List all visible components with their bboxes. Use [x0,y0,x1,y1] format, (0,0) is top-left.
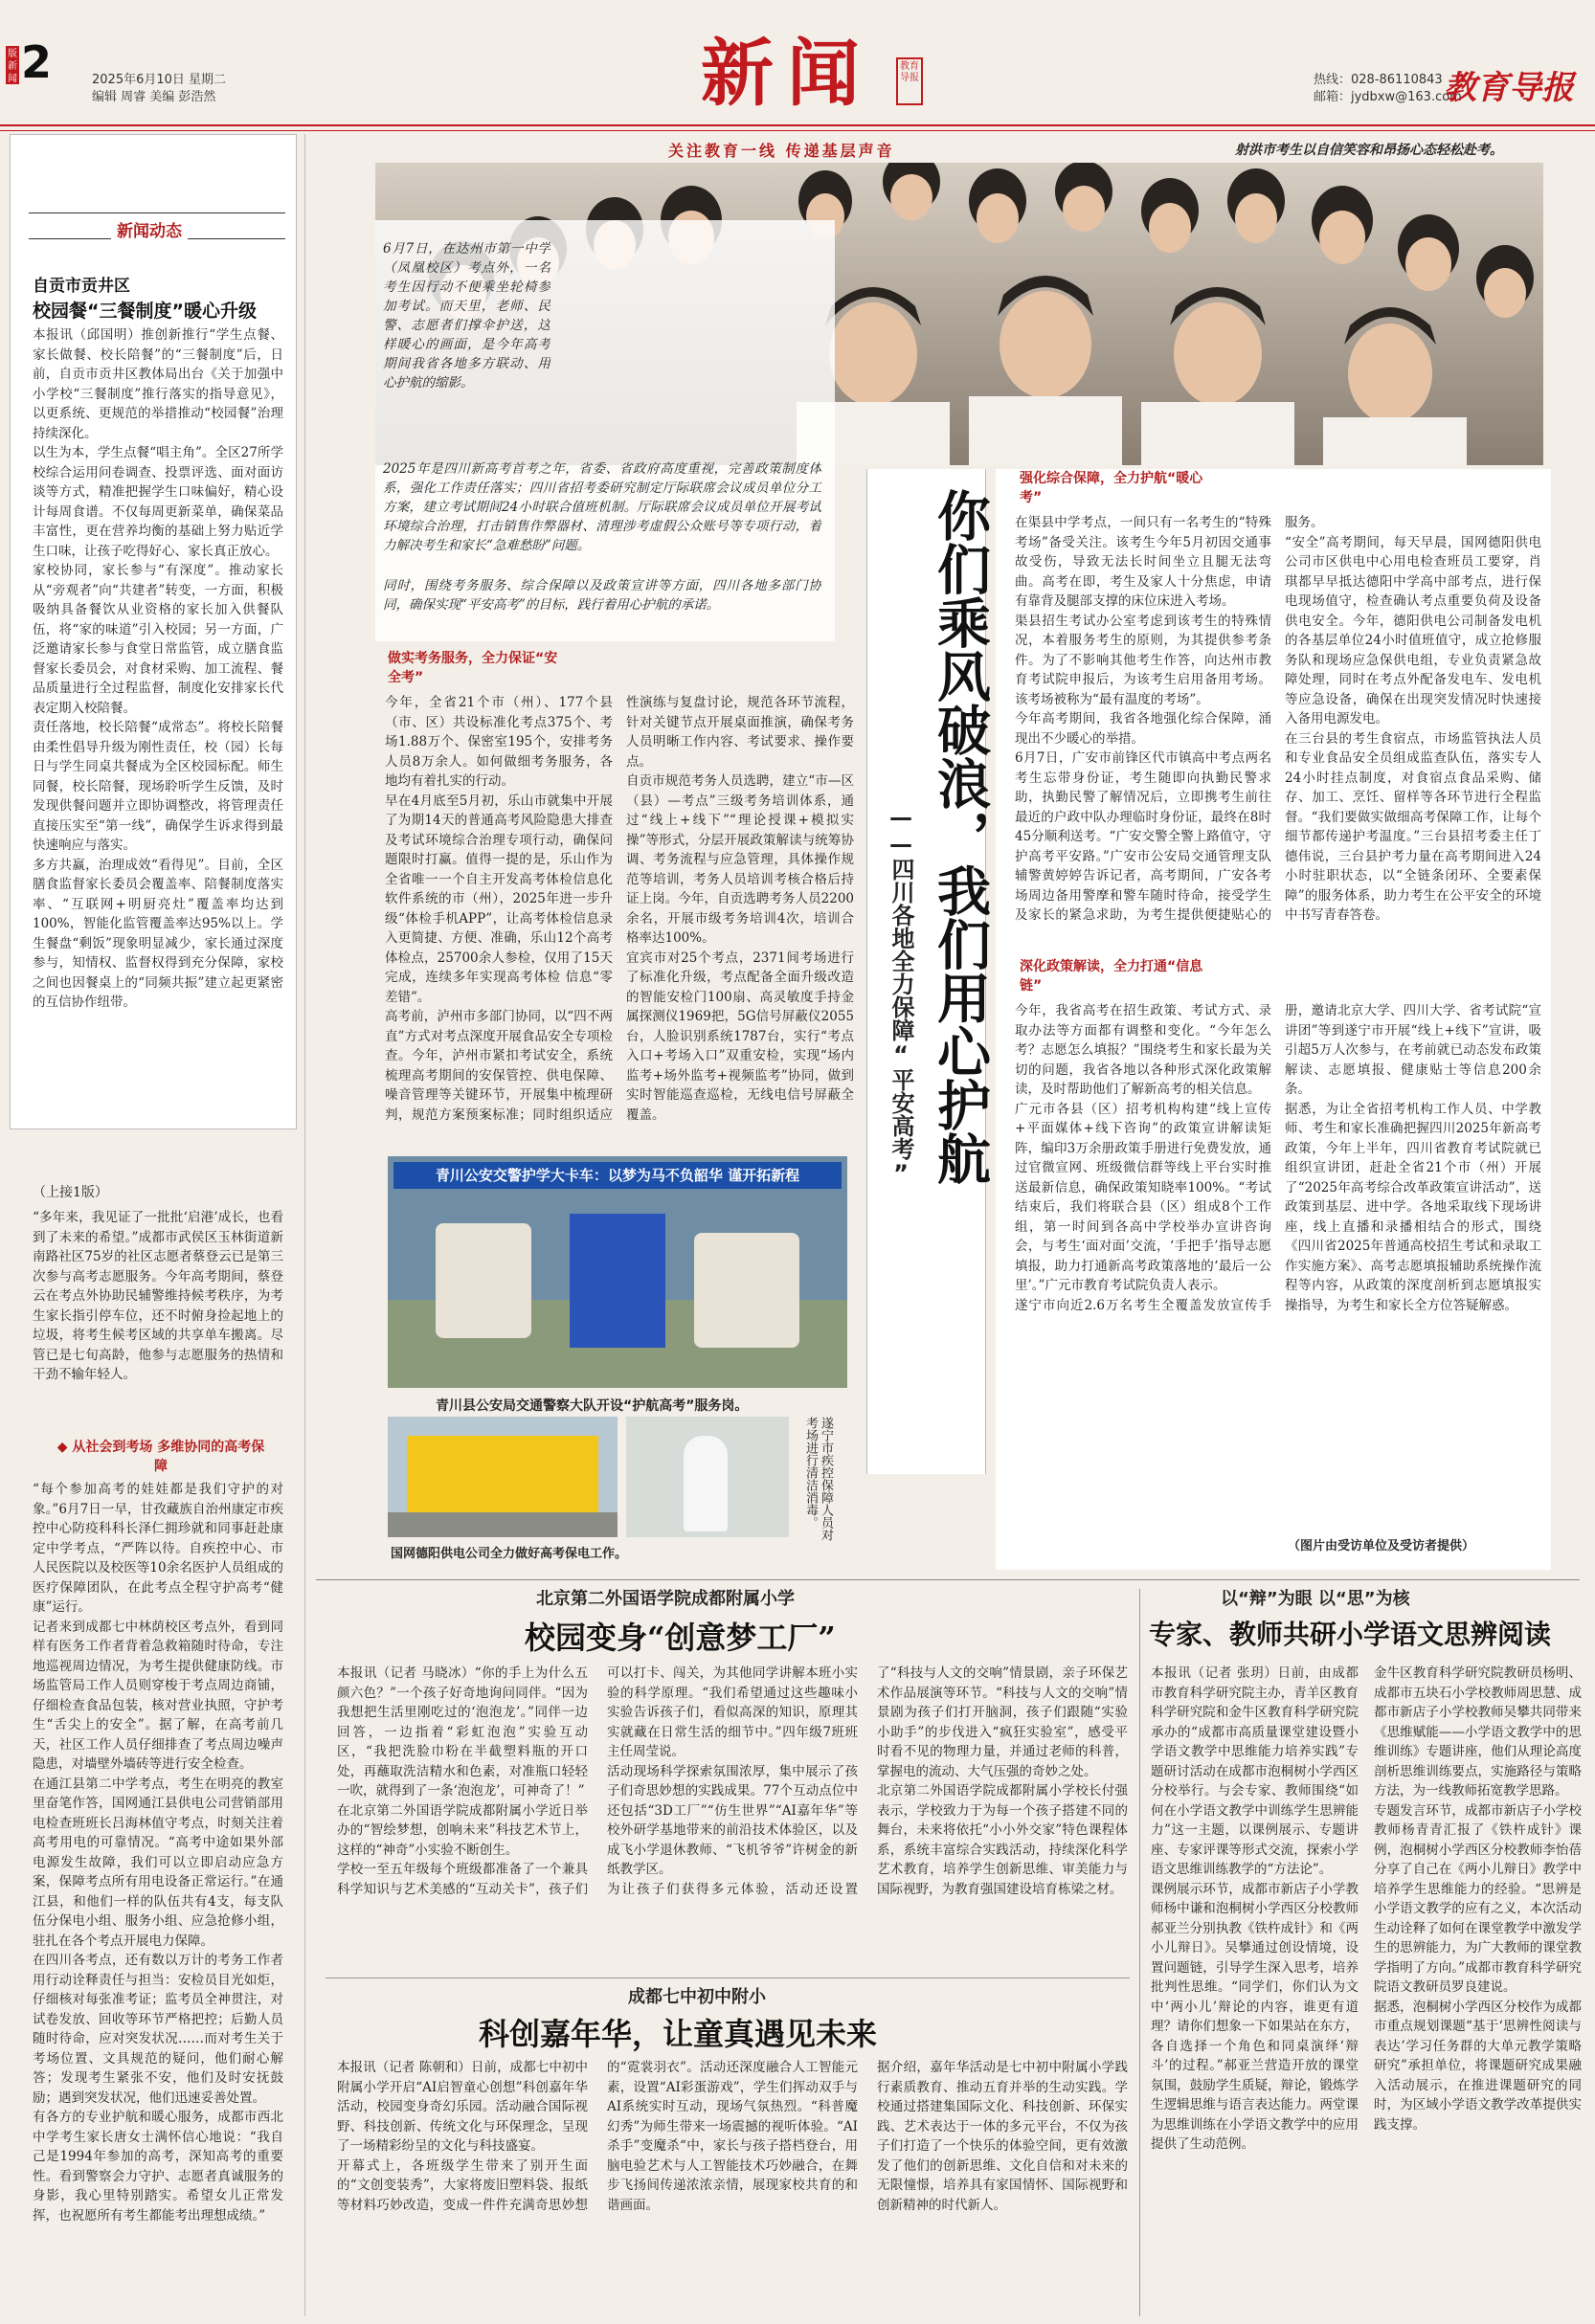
section-title: 新闻 [701,31,873,116]
article4-title: 专家、教师共研小学语文思辨阅读 [1149,1619,1552,1650]
police-photo [388,1156,847,1388]
article3-title: 科创嘉年华，让童真遇见未来 [479,2016,878,2052]
continuation-from: （上接1版） [33,1185,108,1200]
article4-kicker: 以“辩”为眼 以“思”为核 [1221,1589,1410,1609]
disinfect-photo [626,1417,789,1537]
left-headline: 校园餐“三餐制度”暖心升级 [33,301,257,322]
section-seal: 教育导报 [896,57,923,105]
article3-kicker: 成都七中初中附小 [628,1987,766,2007]
intro-para-1: 6月7日，在达州市第一中学（凤凰校区）考点外，一名考生因行动不便乘坐轮椅参加考试。而天里，老师、民警、志愿者们撑伞护送，这样暖心的画面，是今年高考期间我省各地多方联动、用心护航的缩影。 [383,241,550,391]
photo-credit: （图片由受访单位及受访者提供） [1288,1539,1475,1553]
power-photo-caption: 国网德阳供电公司全力做好高考保电工作。 [391,1547,628,1561]
article2-body: 本报讯（记者 马晓冰）“你的手上为什么五颜六色？”一个孩子好奇地询问同伴。“因为我想把生活里刚吃过的‘泡泡龙’。”同伴一边回答，一边指着“彩虹泡泡”实验互动区，“我把洗脸巾粉在半截塑料瓶的开口处，再蘸取洗洁精水和色素，对准瓶口轻轻一吹，就得到了一条‘泡泡龙’，可神奇了！” 在北京第二外国语学院成都附属小学近日举办的“智绘梦想，创响未来”科技艺术节上，这样的“神奇”小实验不断创生。 学校一至五年级每个班级都准备了一个兼具科学知识与艺术美感的“互动关卡”，孩子们可以打卡、闯关，为其他同学讲解本班小实验的科学原理。“我们希望通过这些趣味小实验告诉孩子们，看似高深的知识，原理其实就藏在日常生活的细节中。”四年级7班班主任周莹说。 活动现场科学探索氛围浓厚，集中展示了孩子们奇思妙想的实践成果。77个互动点位中还包括“3D工厂”“仿生世界”“AI嘉年华”等校外研学基地带来的前沿技术体验区，以及成飞小学退休教师、“飞机爷爷”许树金的新纸教学区。 为让孩子们获得多元体验，活动还设置了“科技与人文的交响”情景剧，亲子环保艺术作品展演等环节。“科技与人文的交响”情景剧为孩子们打开脑洞，孩子们跟随“实验小助手”的步伐进入“疯狂实验室”，感受平时看不见的物理力量，并通过老师的科普，掌握电的流动、大气压强的奇妙之处。 北京第二外国语学院成都附属小学校长付强表示，学校致力于为每一个孩子搭建不同的舞台，未来将依托“小小外交家”特色课程体系，系统丰富综合实践活动，持续深化科学艺术教育，培养学生创新思维、审美能力与国际视野，为教育强国建设培育栋梁之材。 [337,1665,1128,1897]
news-tag: 新闻动态 [29,212,285,239]
continuation-subhead: ◆ 从社会到考场 多维协同的高考保障 [56,1440,265,1474]
article4-body: 本报讯（记者 张玥）日前，由成都市教育科学研究院主办，青羊区教育科学研究院和金牛区教育科学研究院承办的“成都市高质量课堂建设暨小学语文教学中思维能力培养实践”专题研讨活动在成都市泡桐树小学西区分校举行。与会专家、教师围绕“如何在小学语文教学中训练学生思辨能力”这一主题，以课例展示、专题讲座、专家评课等形式交流，探索小学语文思维训练教学的“方法论”。 课例展示环节，成都市新店子小学教师杨中谦和泡桐树小学西区分校教师郝亚兰分别执教《铁杵成针》和《两小儿辩日》。吴攀通过创设情境，设置问题链，引导学生深入思考，培养批判性思维。“同学们，你们认为文中‘两小儿’辩论的内容，谁更有道理？请你们想象一下如果站在东方，各自选择一个角色和同桌演绎‘辩斗’的过程。”郝亚兰营造开放的课堂氛围，鼓励学生质疑，辩论，锻炼学生逻辑思维与语言表达能力。两堂课为思维训练在小学语文教学中的应用提供了生动范例。 金牛区教育科学研究院教研员杨明、成都市五块石小学校教师周思慧、成都市新店子小学校教师吴攀共同带来《思维赋能——小学语文教学中的思维训练》专题讲座，他们从理论高度剖析思维训练要点，实施路径与策略方法，为一线教师拓宽教学思路。 专题发言环节，成都市新店子小学校教师杨青青汇报了《铁杵成针》课例，泡桐树小学西区分校教师李怡蓓分享了自己在《两小儿辩日》教学中培养学生思维能力的经验。“思辨是小学语文教学的应有之义，本次活动生动诠释了如何在课堂教学中激发学生的思辨能力，为广大教师的课堂教学指明了方向。”成都市教育科学研究院语文教研员罗良建说。 据悉，泡桐树小学西区分校作为成都市重点规划课题“基于‘思辨性阅读与表达’学习任务群的大单元教学策略研究”承担单位，将课题研究成果融入活动展示，在推进课题研究的同时，为区域小学语文教学改革提供实践支撑。 [1151,1665,1582,2152]
sec1-title: 做实考务服务，全力保证“安全考” [388,651,558,685]
sec3-title: 深化政策解读，全力打通“信息链” [1020,959,1203,994]
sub-headline: ——四川各地全力保障“平安高考” [887,804,914,1187]
paper-logo: 教育导报 [1444,69,1574,107]
power-truck-photo [388,1417,618,1537]
article3-body: 本报讯（记者 陈朝和）日前，成都七中初中附属小学开启“AI启智童心创想”科创嘉年华活动，校园变身奇幻乐园。活动融合国际视野、科技创新、传统文化与环保理念，呈现了一场精彩纷呈的文化与科技盛宴。 开幕式上，各班级学生带来了别开生面的“文创变装秀”，大家将废旧塑料袋、报纸等材料巧妙改造，变成一件件充满奇思妙想的“霓裳羽衣”。活动还深度融合人工智能元素，设置“AI彩蛋游戏”，学生们挥动双手与AI系统实时互动，现场气氛热烈。“科普魔幻秀”为师生带来一场震撼的视听体验。“AI杀手”变魔杀“中，家长与孩子搭档登台，用脑电验艺术与人工智能技术巧妙融合，在舞步飞扬间传递浓浓亲情，展现家校共育的和谐画面。 据介绍，嘉年华活动是七中初中附属小学践行素质教育、推动五育并举的生动实践。学校通过搭建集国际文化、科技创新、环保实践、艺术表达于一体的多元平台，不仅为孩子们打造了一个快乐的体验空间，更有效激发了他们的创新思维、文化自信和对未来的无限憧憬，培养具有家国情怀、国际视野和创新精神的时代新人。 [337,2060,1128,2213]
police-photo-caption: 青川县公安局交通警察大队开设“护航高考”服务岗。 [436,1398,749,1414]
top-photo-caption: 射洪市考生以自信笑容和昂扬心态轻松赴考。 [1235,143,1503,158]
main-headline: 你们乘风破浪，我们用心护航 [929,488,992,1185]
issue-date: 2025年6月10日 星期二 [92,73,227,87]
slogan: 关注教育一线 传递基层声音 [668,142,895,160]
sec3-body: 今年，我省高考在招生政策、考试方式、录取办法等方面都有调整和变化。“今年怎么考？志愿怎么填报？”围绕考生和家长最为关切的问题，我省各地以各种形式深化政策解读，及时帮助他们了解新高考的相关信息。 广元市各县（区）招考机构构建“线上宣传+平面媒体+线下咨询”的政策宣讲解读矩阵，编印3万余册政策手册进行免费发放，通过官微宣网、班级微信群等线上平台实时推送最新信息，确保政策知晓率100%。“考试结束后，我们将联合县（区）组成8个工作组，第一时间到各高中学校举办宣讲咨询会，与考生‘面对面’交流，‘手把手’指导志愿填报，助力打通新高考政策落地的‘最后一公里’。”广元市教育考试院负责人表示。 遂宁市向近2.6万名考生全覆盖发放宣传手册，邀请北京大学、四川大学、省考试院“宣讲团”等到遂宁市开展“线上+线下”宣讲，吸引超5万人次参与，在考前就已动态发布政策解读、志愿填报、健康贴士等信息200余条。 据悉，为让全省招考机构工作人员、中学教师、考生和家长准确把握四川2025年新高考政策，今年上半年，四川省教育考试院就已组织宣讲团，赶赴全省21个市（州）开展了“2025年高考综合改革政策宣讲活动”，送政策到基层、进中学。各地采取线下现场讲座，线上直播和录播相结合的形式，围绕《四川省2025年普通高校招生考试和录取工作实施方案》、高考志愿填报辅助系统操作流程等内容，从政策的深度剖析到志愿填报实操指导，为考生和家长全方位答疑解惑。 [1015,1003,1541,1313]
continuation-p1: “多年来，我见证了一批批‘启港’成长，也看到了未来的希望。”成都市武侯区玉林街道新南路社区75岁的社区志愿者蔡登云已是第三次参与高考志愿服务。今年高考期间，蔡登云在考点外协助民辅警维持候考秩序，为考生家长指引停车位，还不时俯身捡起地上的垃圾，将考生候考区域的共享单车搬离。尽管已是七旬高龄，他参与志愿服务的热情和干劲不输年轻人。 [33,1210,283,1382]
continuation-p2: “每个参加高考的娃娃都是我们守护的对象。”6月7日一早，甘孜藏族自治州康定市疾控中心防疫科科长泽仁拥珍就和同事赶赴康定中学考点，“严阵以待。自疾控中心、市人民医院以及校医等10余名医护人员组成的医疗保障团队，在此考点全程守护高考“健康”运行。 记者来到成都七中林荫校区考点外，看到同样有医务工作者背着急救箱随时待命，专注地巡视周边情况，为考生提供健康防线。市场监管局工作人员则穿梭于考点周边商铺，仔细检查食品包装，核对营业执照，守护考生“舌尖上的安全”。据了解，在高考前几天，社区工作人员仔细排查了考点周边噪声隐患，对墙壁外墙砖等进行安全检查。 在通江县第二中学考点，考生在明亮的教室里奋笔作答，国网通江县供电公司营销部用电检查班班长吕海林值守考点，时刻关注着高考用电的可靠情况。“高考中途如果外部电源发生故障，我们可以立即启动应急方案，保障考点所有用电设备正常运行。”在通江县，和他们一样的队伍共有4支，每支队伍分保电小组、服务小组、应急抢修小组，驻扎在各个考点开展电力保障。 在四川各考点，还有数以万计的考务工作者用行动诠释责任与担当：安检员目光如炬，仔细核对每张准考证；监考员全神贯注，对试卷发放、回收等环节严格把控；后勤人员随时待命，应对突发状况……而对考生关于考场位置、文具规范的疑问，他们耐心解答；发现考生紧张不安，他们及时安抚鼓励；遇到突发状况，他们迅速妥善处置。 有各方的专业护航和暖心服务，成都市西北中学考生家长唐女士满怀信心地说：“我自己是1994年参加的高考，深知高考的重要性。看到警察会力守护、志愿者真诚服务的身影，我心里特别踏实。希望女儿正常发挥，也祝愿所有考生都能考出理想成绩。” [33,1482,283,2223]
police-banner: 青川公安交警护学大卡车：以梦为马不负韶华 谨开拓新程 [393,1162,842,1189]
article2-title: 校园变身“创意梦工厂” [525,1620,836,1656]
sec2-title: 强化综合保障，全力护航“暖心考” [1020,471,1203,505]
sec1-body: 今年，全省21个市（州）、177个县（市、区）共设标准化考点375个、考场1.88万个、保密室195个，安排考务人员8万余人。如何做细考务服务，各地均有着扎实的行动。 早在4月底至5月初，乐山市就集中开展了为期14天的普通高考风险隐患大排查及考试环境综合治理专项行动，确保问题限时打赢。值得一提的是，乐山作为全省唯一一个自主开发高考体检信息化软件系统的市（州），2025年进一步升级“体检手机APP”，让高考体检信息录入更简捷、方便、准确，乐山12个高考体检点，25700余人参检，仅用了15天完成，连续多年实现高考体检 信息“零差错”。 高考前，泸州市多部门协同，以“四不两直”方式对考点深度开展食品安全专项检查。今年，泸州市紧扣考试安全，系统梳理高考期间的安保管控、供电保障、噪音管理等关键环节，开展集中梳理研判，规范方案预案标准；同时组织适应性演练与复盘讨论，规范各环节流程，针对关键节点开展桌面推演，确保考务人员明晰工作内容、考试要求、操作要点。 自贡市规范考务人员选聘，建立“市—区（县）—考点”三级考务培训体系，通过“线上+线下”“理论授课+模拟实操”等形式，分层开展政策解读与统筹协调、考务流程与应急管理，具体操作规范等培训，考务人员培训考核合格后持证上岗。今年，自贡选聘考务人员2200余名，开展市级考务培训4次，培训合格率达100%。 宜宾市对25个考点，2371间考场进行了标准化升级，考点配备全面升级改造的智能安检门100扇、高灵敏度手持金属探测仪1969把，5G信号屏蔽仪2055台，人脸识别系统1787台，实行“考点入口+考场入口”双重安检，实现“场内监考+场外监考+视频监考”协同，做到实时智能巡查巡检，无线电信号屏蔽全覆盖。 [385,695,854,1123]
intro-para-2: 2025年是四川新高考首考之年，省委、省政府高度重视，完善政策制度体系，强化工作责任落实；四川省招考委研究制定厅际联席会议成员单位分工方案，建立考试期间24小时联合值班机制。厅际联席会议成员单位开展考试环境综合治理，打击销售作弊器材、清理涉考虚假公众账号等专项行动，着力解决考生和家长“急难愁盼”问题。 [383,461,821,553]
left-news-body: 本报讯（邱国明）推创新推行“学生点餐、家长做餐、校长陪餐”的“三餐制度”后，日前，自贡市贡井区教体局出台《关于加强中小学校“三餐制度”推行落实的指导意见》，以更系统、更规范的举措推动“校园餐”治理持续深化。 以生为本，学生点餐“唱主角”。全区27所学校综合运用问卷调查、投票评选、面对面访谈等方式，精准把握学生口味偏好，精心设计每周食谱。不仅每周更新菜单，确保菜品丰富性，更在营养均衡的基础上努力贴近学生口味，让孩子吃得好心、家长真正放心。 家校协同，家长参与“有深度”。推动家长从“旁观者”向“共建者”转变，一方面，积极吸纳具备餐饮从业资格的家长加入供餐队伍，将“家的味道”引入校园；另一方面，广泛邀请家长参与食堂日常监管，成立膳食监督家长委员会，对食材采购、加工流程、餐品质量进行全过程监督，制度化安排家长代表定期入校陪餐。 责任落地，校长陪餐“成常态”。将校长陪餐由柔性倡导升级为刚性责任，校（园）长每日与学生同桌共餐成为全区校园标配。师生同餐，校长陪餐，现场聆听学生反馈，及时发现供餐问题并立即协调整改，将管理责任直接压实至“第一线”，确保学生诉求得到最快速响应与落实。 多方共赢，治理成效“看得见”。目前，全区膳食监督家长委员会覆盖率、陪餐制度落实率、“互联网+明厨亮灶”覆盖率均达到100%，智能化监管覆盖率达95%以上。学生餐盘“剩饭”现象明显减少，家长通过深度参与，知情权、监督权得到充分保障，家校之间也因餐桌上的“同频共振”建立起更紧密的互信协作纽带。 [33,327,283,1010]
hotline: 热线：028-86110843 [1314,73,1443,87]
left-kicker: 自贡市贡井区 [33,277,130,296]
editors-line: 编辑 周睿 美编 彭浩然 [92,90,216,104]
email: 邮箱：jydbxw@163.com [1314,90,1462,104]
page-number: 版 新 闻 2 [8,36,53,88]
disinfect-caption: 遂宁市疾控保障人员对考场进行清洁消毒。 [803,1417,833,1541]
intro-para-3: 同时，围绕考务服务、综合保障以及政策宣讲等方面，四川各地多部门协同，确保实现“平安高考”的目标，践行着用心护航的承诺。 [383,578,821,613]
article2-kicker: 北京第二外国语学院成都附属小学 [536,1589,795,1609]
sec2-body: 在渠县中学考点，一间只有一名考生的“特殊考场”备受关注。该考生今年5月初因交通事故受伤，导致无法长时间坐立且腿无法弯曲。高考在即，考生及家人十分焦虑，申请有靠背及腿部支撑的床位床进入考场。 渠县招生考试办公室考虑到该考生的特殊情况，本着服务考生的原则，为其提供参考条件。为了不影响其他考生作答，向达州市教育考试院申报后，为该考生启用备用考场。该考场被称为“最有温度的考场”。 今年高考期间，我省各地强化综合保障，涌现出不少暖心的举措。 6月7日，广安市前锋区代市镇高中考点两名考生忘带身份证，考生随即向执勤民警求助，执勤民警了解情况后，立即携考生前往最近的户政中队办理临时身份证，最终在8时45分顺利送考。“广安交警全警上路值守，守护高考平安路。”广安市公安局交通管理支队辅警黄婷婷告诉记者，高考期间，广安各考场周边备用警摩和警车随时待命，接受学生及家长的紧急求助，为考生提供便捷贴心的服务。 “安全”高考期间，每天早晨，国网德阳供电公司市区供电中心用电检查班员工要穿，肖琪都早早抵达德阳中学高中部考点，进行保电现场值守，检查确认考点重要负荷及设备供电安全。今年，德阳供电公司制备发电机的各基层单位24小时值班值守，成立抢修服务队和现场应急保供电组，专业负责紧急故障处理，同时在考点外配备发电车、发电机等应急设备，确保在出现突发情况时快速接入备用电源发电。 在三台县的考生食宿点，市场监管执法人员和专业食品安全员组成监查队伍，落实专人24小时挂点制度，对食宿点食品采购、储存、加工、烹饪、留样等各环节进行全程监督。“我们要做实做细高考保障工作，让每个细节都传递护考温度。”三台县招考委主任丁德伟说，三台县护考力量在高考期间进入24小时驻职状态，以“全链条闭环、全要素保障”的服务体系，助力考生在公平安全的环境中书写青春答卷。 [1015,515,1541,923]
